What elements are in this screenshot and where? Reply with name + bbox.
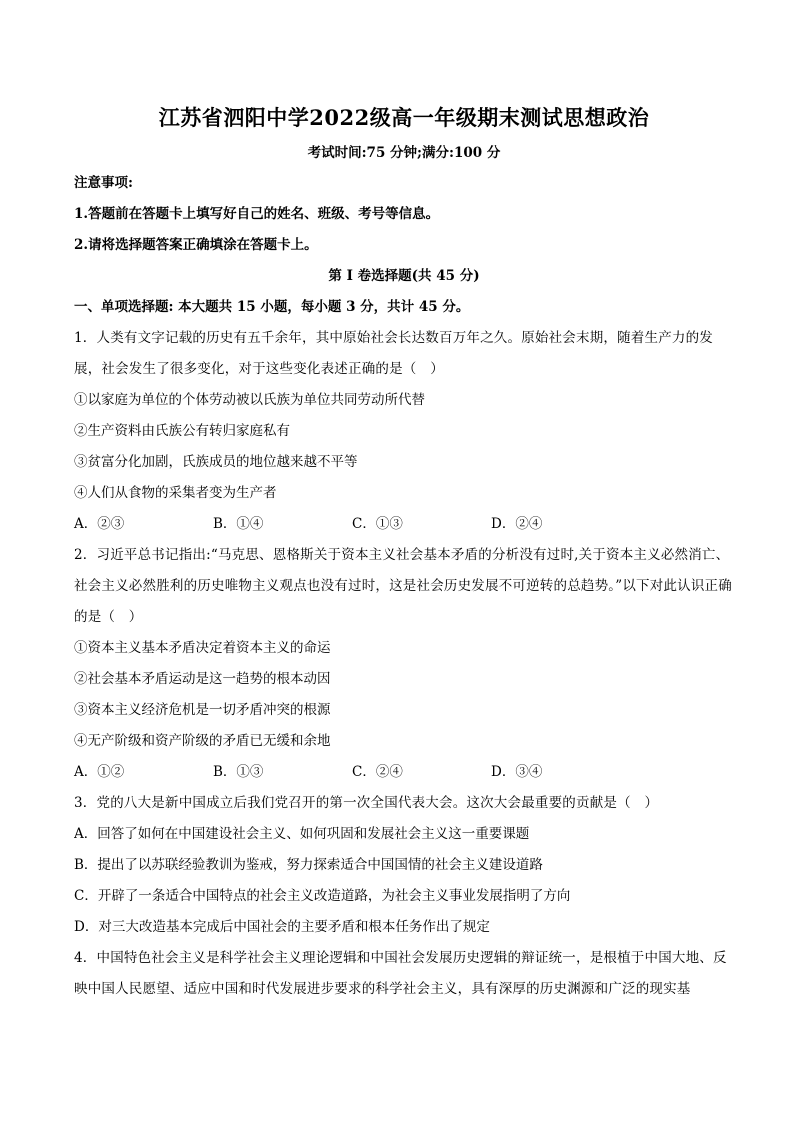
statement: ②生产资料由氏族公有转归家庭私有 xyxy=(74,423,290,439)
statement: ④人们从食物的采集者变为生产者 xyxy=(74,485,277,501)
statement: ③资本主义经济危机是一切矛盾冲突的根源 xyxy=(74,702,331,718)
statement: ②社会基本矛盾运动是这一趋势的根本动因 xyxy=(74,671,331,687)
notice-heading: 注意事项: xyxy=(74,175,133,191)
option-c: C．②④ xyxy=(352,764,403,780)
question-4 xyxy=(74,943,734,1005)
choice-c: C．开辟了一条适合中国特点的社会主义改造道路，为社会主义事业发展指明了方向 xyxy=(74,888,571,904)
statement: ①以家庭为单位的个体劳动被以氏族为单位共同劳动所代替 xyxy=(74,392,425,408)
notice-item-2: 2.请将选择题答案正确填涂在答题卡上。 xyxy=(74,237,318,253)
statement: ①资本主义基本矛盾决定着资本主义的命运 xyxy=(74,640,331,656)
question-stem: 3．党的八大是新中国成立后我们党召开的第一次全国代表大会。这次大会最重要的贡献是（ ） xyxy=(74,795,659,811)
question-stem: 1．人类有文字记载的历史有五千余年，其中原始社会长达数百万年之久。原始社会末期，随着生产力的发展，社会发生了很多变化，对于这些变化表述正确的是（ ） xyxy=(74,330,713,377)
answer-options xyxy=(74,509,734,540)
volume-title: 第 I 卷选择题(共 45 分) xyxy=(328,268,480,284)
choice-d: D．对三大改造基本完成后中国社会的主要矛盾和根本任务作出了规定 xyxy=(74,919,490,935)
statement: ④无产阶级和资产阶级的矛盾已无缓和余地 xyxy=(74,733,331,749)
choice-b: B．提出了以苏联经验教训为鉴戒，努力探索适合中国国情的社会主义建设道路 xyxy=(74,857,543,873)
option-d: D．②④ xyxy=(491,516,543,532)
notice-item-1: 1.答题前在答题卡上填写好自己的姓名、班级、考号等信息。 xyxy=(74,206,440,222)
exam-title: 江苏省泗阳中学2022级高一年级期末测试思想政治 xyxy=(158,105,650,130)
question-stem: 2．习近平总书记指出:“马克思、恩格斯关于资本主义社会基本矛盾的分析没有过时,关于资本主义必然消亡、社会主义必然胜利的历史唯物主义观点也没有过时，这是社会历史发展不可逆转的总趋势。”以下对此认识正确的是（ ） xyxy=(74,547,732,625)
exam-page xyxy=(74,100,734,1005)
exam-duration-score: 考试时间:75 分钟;满分:100 分 xyxy=(307,145,501,161)
option-b: B．①④ xyxy=(213,516,264,532)
part-title: 一、单项选择题: 本大题共 15 小题，每小题 3 分，共计 45 分。 xyxy=(74,299,470,315)
option-a: A．②③ xyxy=(74,516,125,532)
option-c: C．①③ xyxy=(352,516,403,532)
choice-a: A．回答了如何在中国建设社会主义、如何巩固和发展社会主义这一重要课题 xyxy=(74,826,530,842)
question-3 xyxy=(74,788,734,943)
option-a: A．①② xyxy=(74,764,125,780)
statement: ③贫富分化加剧，氏族成员的地位越来越不平等 xyxy=(74,454,358,470)
question-stem: 4．中国特色社会主义是科学社会主义理论逻辑和中国社会发展历史逻辑的辩证统一，是根植于中国大地、反映中国人民愿望、适应中国和时代发展进步要求的科学社会主义，具有深厚的历史渊源和广泛的现实基 xyxy=(74,950,727,997)
answer-options xyxy=(74,757,734,788)
question-1 xyxy=(74,323,734,540)
question-2 xyxy=(74,540,734,788)
option-d: D．③④ xyxy=(491,764,543,780)
option-b: B．①③ xyxy=(213,764,264,780)
